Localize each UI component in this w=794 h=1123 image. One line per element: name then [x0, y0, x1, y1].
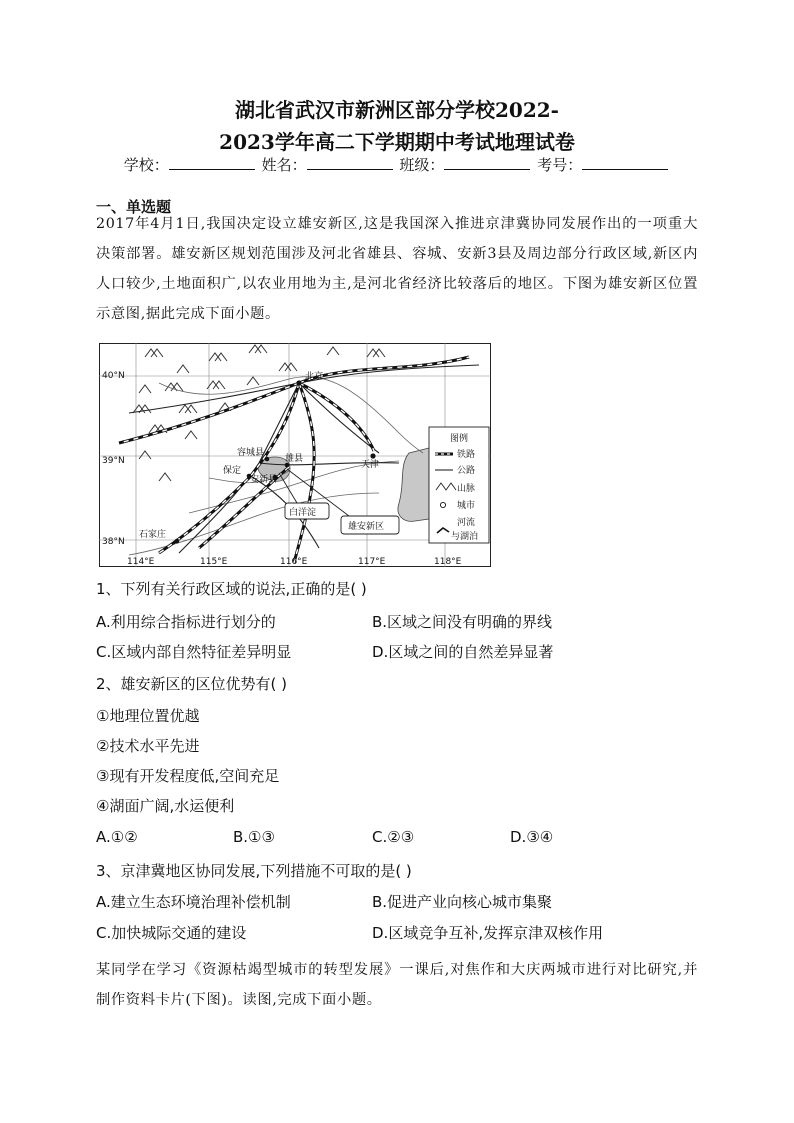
q2-option-d[interactable]: D.③④ — [510, 828, 554, 846]
name-blank[interactable] — [307, 155, 393, 170]
q1-option-d[interactable]: D.区域之间的自然差异显著 — [372, 643, 554, 661]
q2-item-1: ①地理位置优越 — [96, 707, 200, 725]
lat-label-38: 38°N — [102, 537, 125, 547]
section-title: 一、单选题 — [96, 198, 172, 216]
school-blank[interactable] — [169, 155, 255, 170]
city-label-anxin: 安新县 — [250, 475, 278, 485]
exam-title-line2: 2023学年高二下学期期中考试地理试卷 — [219, 130, 575, 154]
q1-stem: 1、下列有关行政区域的说法,正确的是( ) — [96, 580, 367, 598]
callout-label-baiyangdian: 白洋淀 — [289, 508, 317, 518]
lat-label-40: 40°N — [102, 371, 125, 381]
city-label-shijiazhuang: 石家庄 — [139, 530, 167, 540]
legend-highway: 公路 — [457, 466, 476, 476]
lon-label-118: 118°E — [434, 557, 462, 567]
class-blank[interactable] — [444, 155, 530, 170]
xiongan-location-map — [99, 343, 491, 567]
passage-1: 2017年4月1日,我国决定设立雄安新区,这是我国深入推进京津冀协同发展作出的一项重大决策部署。雄安新区规划范围涉及河北省雄县、容城、安新3县及周边部分行政区域,新区内人口较少,土地面积广,以农业用地为主,是河北省经济比较落后的地区。下图为雄安新区位置示意图,据此完成下面小题。 — [96, 216, 698, 322]
q3-option-b[interactable]: B.促进产业向核心城市集聚 — [372, 893, 553, 911]
legend-lake: 与湖泊 — [451, 532, 479, 542]
passage-2: 某同学在学习《资源枯竭型城市的转型发展》一课后,对焦作和大庆两城市进行对比研究,并制作资料卡片(下图)。读图,完成下面小题。 — [96, 962, 698, 1008]
q2-item-4: ④湖面广阔,水运便利 — [96, 797, 235, 815]
lat-label-39: 39°N — [102, 456, 125, 466]
q3-option-a[interactable]: A.建立生态环境治理补偿机制 — [96, 893, 291, 911]
student-info-row — [0, 154, 794, 175]
lon-label-114: 114°E — [127, 557, 155, 567]
q2-stem: 2、雄安新区的区位优势有( ) — [96, 675, 288, 693]
q2-item-2: ②技术水平先进 — [96, 737, 200, 755]
city-label-rongcheng: 容城县 — [237, 448, 265, 458]
q2-option-c[interactable]: C.②③ — [372, 828, 415, 846]
legend-river: 河流 — [457, 518, 476, 528]
legend-title: 图例 — [450, 434, 469, 444]
q2-option-b[interactable]: B.①③ — [233, 828, 275, 846]
lon-label-117: 117°E — [358, 557, 386, 567]
legend-city: 城市 — [457, 501, 476, 511]
lon-label-115: 115°E — [200, 557, 228, 567]
callout-label-xiongan: 雄安新区 — [348, 522, 385, 532]
school-label: 学校： — [123, 156, 169, 174]
q3-stem: 3、京津冀地区协同发展,下列措施不可取的是( ) — [96, 862, 412, 880]
exam-number-label: 考号： — [537, 156, 583, 174]
exam-number-blank[interactable] — [582, 155, 668, 170]
q1-option-a[interactable]: A.利用综合指标进行划分的 — [96, 613, 276, 631]
exam-title-line1: 湖北省武汉市新洲区部分学校2022- — [235, 98, 559, 122]
class-label: 班级： — [399, 156, 445, 174]
legend-railway: 铁路 — [457, 450, 476, 460]
q1-option-c[interactable]: C.区域内部自然特征差异明显 — [96, 643, 292, 661]
lon-label-116: 116°E — [280, 557, 308, 567]
name-label: 姓名： — [261, 156, 307, 174]
legend-city-icon — [440, 502, 445, 507]
q2-option-a[interactable]: A.①② — [96, 828, 138, 846]
q3-option-c[interactable]: C.加快城际交通的建设 — [96, 924, 247, 942]
city-label-xiongxian: 雄县 — [285, 454, 304, 464]
city-label-beijing: 北京 — [305, 372, 324, 382]
q3-option-d[interactable]: D.区域竞争互补,发挥京津双核作用 — [372, 924, 604, 942]
city-label-tianjin: 天津 — [361, 460, 380, 470]
city-label-baoding: 保定 — [223, 466, 242, 476]
legend-mountain: 山脉 — [457, 484, 476, 494]
q2-item-3: ③现有开发程度低,空间充足 — [96, 767, 280, 785]
q1-option-b[interactable]: B.区域之间没有明确的界线 — [372, 613, 553, 631]
